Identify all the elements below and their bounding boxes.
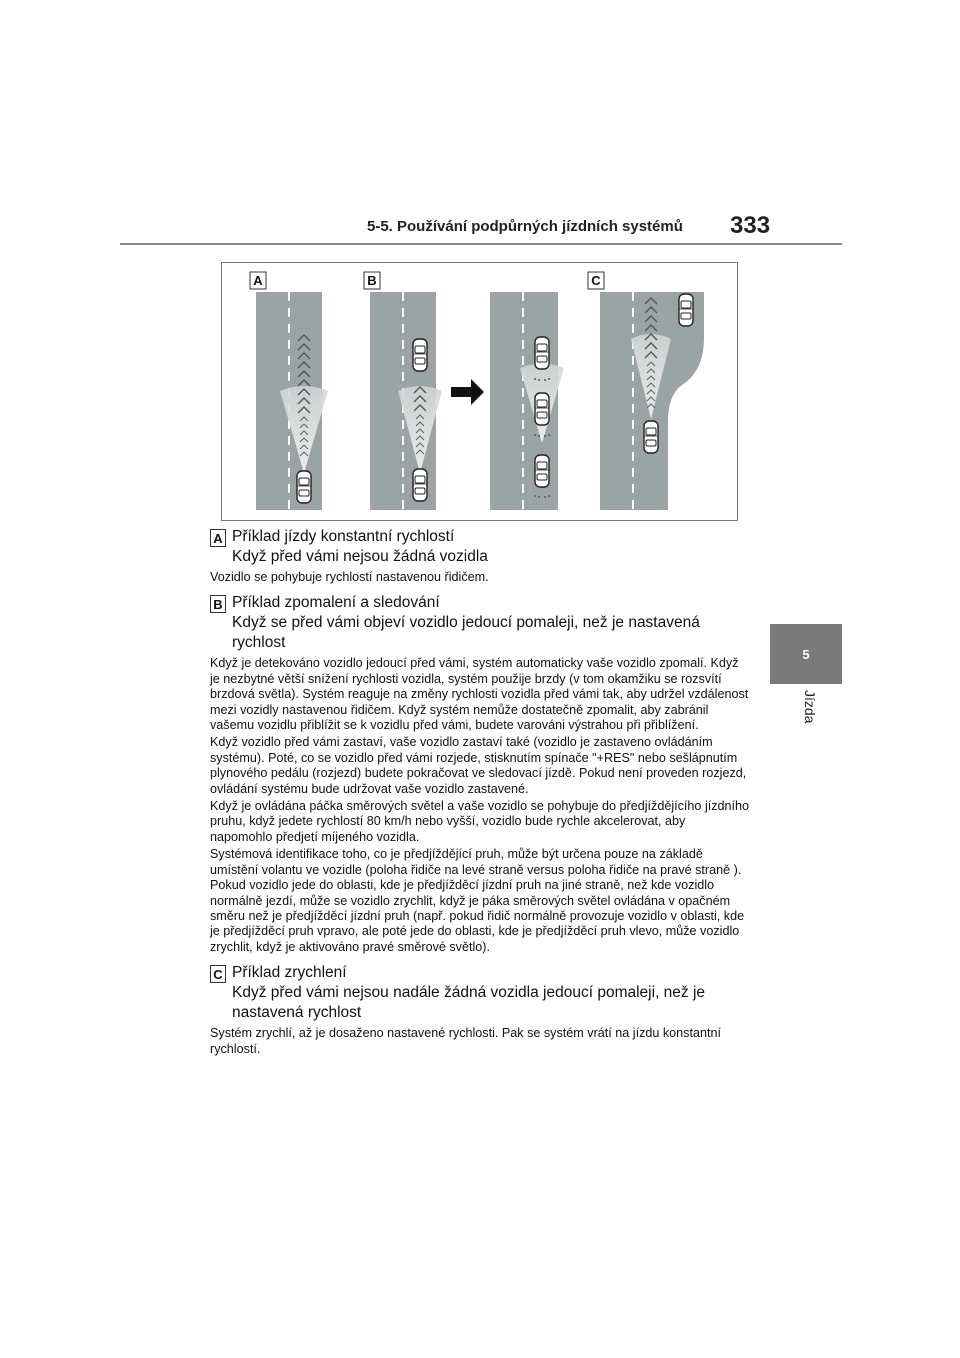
illustration-canvas	[222, 263, 737, 520]
panel-b-left	[364, 272, 442, 510]
section-subtitle: Když se před vámi objeví vozidlo jedoucí pomaleji, než je nastavená rychlost	[232, 614, 700, 652]
panel-b-right	[490, 292, 564, 510]
page-number: 333	[730, 212, 771, 239]
own-vehicle-a	[297, 471, 311, 503]
own-vehicle-c	[644, 421, 658, 453]
page-content	[210, 527, 750, 1063]
own-vehicle-b-right	[535, 455, 549, 487]
transition-arrow-icon	[451, 379, 484, 405]
vehicle-ahead-b	[413, 339, 427, 371]
cruise-control-illustration	[221, 262, 738, 521]
header-divider	[120, 243, 842, 245]
section-a	[210, 527, 750, 585]
label-a: A	[253, 273, 263, 288]
label-b: B	[367, 273, 377, 288]
paragraph: Systém zrychlí, až je dosaženo nastavené rychlosti. Pak se systém vrátí na jízdu konstantní rychlostí.	[210, 1026, 721, 1056]
section-subtitle: Když před vámi nejsou nadále žádná vozidla jedoucí pomaleji, než je nastavená rychlost	[232, 984, 706, 1022]
section-title: Příklad zrychlení	[232, 964, 347, 982]
paragraph: Systémová identifikace toho, co je předjíždějící pruh, může být určena pouze na základě umístění volantu ve vozidle (poloha řidiče na levé straně versus poloha řidiče na pravé straně ). Pokud vozidlo jede do oblasti, kde je předjížděcí jízdní pruh na jiné straně, než kde vozidlo normálně jezdí, může se vozidlo zrychlit, když je páka směrových světel ovládána v opačném směru než je předjížděcí jízdní pruh (např. pokud řidič normálně provozuje vozidlo v oblasti, kde je předjížděcí pruh vpravo, ale poté jede do oblasti, kde je předjížděcí pruh vlevo, může vozidlo zrychlit, když je aktivováno pravé směrové světlo).	[210, 847, 745, 954]
section-c	[210, 963, 750, 1057]
vehicle-ahead-front	[535, 337, 549, 369]
chapter-name: Jízda	[802, 690, 818, 724]
section-b	[210, 593, 750, 955]
own-vehicle-b	[413, 469, 427, 501]
section-subtitle: Když před vámi nejsou žádná vozidla	[232, 548, 488, 565]
paragraph: Vozidlo se pohybuje rychlostí nastavenou řidičem.	[210, 570, 489, 584]
panel-a	[250, 272, 328, 510]
paragraph: Když je ovládána páčka směrových světel a vaše vozidlo se pohybuje do předjíždějícího jízdního pruhu, když jedete rychlostí 80 km/h nebo vyšší, vozidlo bude rychle akcelerovat, aby napomohlo předjetí míjeného vozidla.	[210, 799, 750, 844]
section-badge: A	[210, 529, 226, 547]
section-badge: C	[210, 965, 226, 983]
paragraph: Když vozidlo před vámi zastaví, vaše vozidlo zastaví také (vozidlo je zastaveno ovládáním systému). Poté, co se vozidlo před vámi rozjede, stisknutím spínače "+RES" nebo sešlápnutím plynového pedálu (rozjezd) budete pokračovat ve sledovací jízdě. Pokud není proveden rozjezd, ovládání systému bude udržovat vaše vozidlo zastavené.	[210, 735, 747, 796]
section-title: Příklad jízdy konstantní rychlostí	[232, 528, 455, 545]
section-badge: B	[210, 595, 226, 613]
panel-c	[588, 272, 704, 510]
chapter-tab: 5	[770, 624, 842, 684]
section-title: Příklad zpomalení a sledování	[232, 594, 440, 612]
label-c: C	[591, 273, 601, 288]
paragraph: Když je detekováno vozidlo jedoucí před vámi, systém automaticky vaše vozidlo zpomalí. Když je nezbytné větší snížení rychlosti vozidla, systém použije brzdy (v tom okamžiku se rozsvítí brzdová světla). Systém reaguje na změny rychlosti vozidla před vámi tak, aby udržel vzdálenost mezi vozidly nastavenou řidičem. Když systém nemůže dostatečně zpomalit, aby zabránil vašemu vozidlu přiblížit se k vozidlu před vámi, budete varováni výstrahou při přiblížení.	[210, 656, 749, 733]
running-header: 5-5. Používání podpůrných jízdních systémů	[367, 218, 683, 235]
vehicle-exiting-c	[679, 294, 693, 326]
vehicle-ahead-following	[535, 393, 549, 425]
